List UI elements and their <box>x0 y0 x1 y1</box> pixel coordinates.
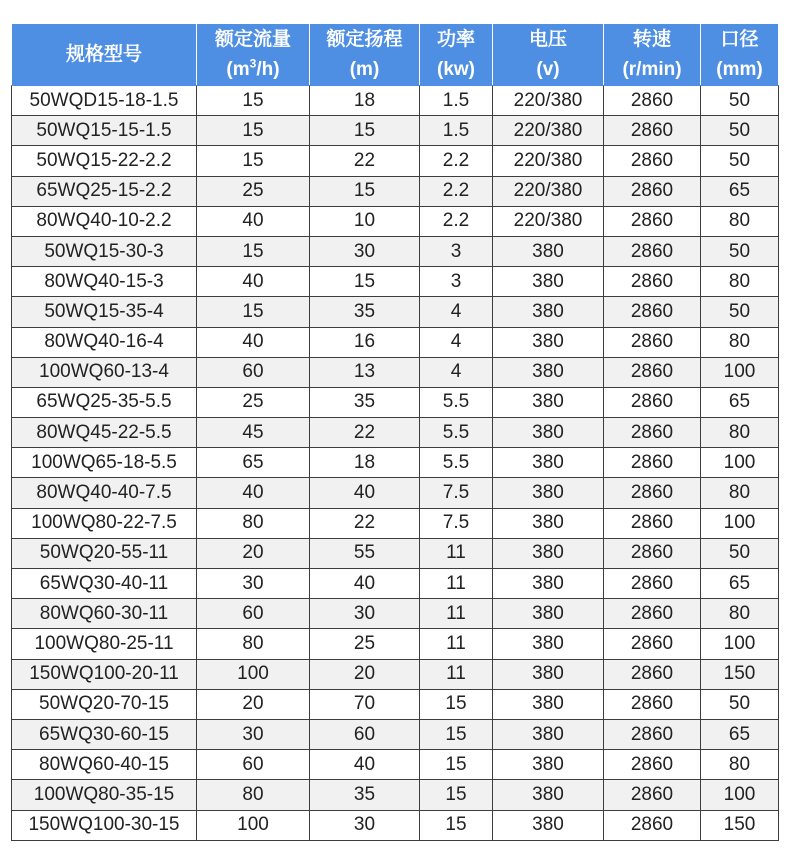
cell-power: 2.2 <box>420 146 493 176</box>
cell-voltage: 380 <box>493 327 604 357</box>
cell-head: 15 <box>310 116 420 146</box>
cell-flow: 15 <box>197 236 310 266</box>
cell-flow: 15 <box>197 297 310 327</box>
cell-model: 100WQ60-13-4 <box>12 357 197 387</box>
cell-voltage: 380 <box>493 418 604 448</box>
header-flow-label: 额定流量 <box>214 28 291 50</box>
cell-head: 30 <box>310 236 420 266</box>
cell-head: 22 <box>310 508 420 538</box>
cell-power: 15 <box>420 719 493 749</box>
cell-diameter: 80 <box>701 599 779 629</box>
cell-head: 10 <box>310 206 420 236</box>
cell-speed: 2860 <box>604 750 701 780</box>
header-head-unit: (m) <box>349 58 380 80</box>
table-row <box>12 418 779 448</box>
cell-head: 30 <box>310 810 420 840</box>
cell-diameter: 150 <box>701 810 779 840</box>
cell-speed: 2860 <box>604 146 701 176</box>
table-row <box>12 569 779 599</box>
cell-diameter: 50 <box>701 146 779 176</box>
cell-head: 22 <box>310 146 420 176</box>
cell-diameter: 65 <box>701 719 779 749</box>
header-head <box>310 24 420 86</box>
cell-diameter: 65 <box>701 387 779 417</box>
cell-head: 60 <box>310 719 420 749</box>
cell-diameter: 150 <box>701 659 779 689</box>
cell-speed: 2860 <box>604 659 701 689</box>
header-row <box>12 24 779 86</box>
cell-power: 11 <box>420 569 493 599</box>
table-row <box>12 689 779 719</box>
cell-diameter: 80 <box>701 206 779 236</box>
header-flow <box>197 24 310 86</box>
cell-voltage: 380 <box>493 750 604 780</box>
cell-head: 15 <box>310 267 420 297</box>
cell-flow: 80 <box>197 508 310 538</box>
cell-voltage: 380 <box>493 448 604 478</box>
cell-speed: 2860 <box>604 719 701 749</box>
cell-power: 5.5 <box>420 387 493 417</box>
header-diameter-label: 口径 <box>720 28 759 50</box>
table-row <box>12 116 779 146</box>
cell-speed: 2860 <box>604 418 701 448</box>
pump-spec-table <box>11 23 779 841</box>
table-row <box>12 810 779 840</box>
cell-flow: 60 <box>197 750 310 780</box>
cell-diameter: 80 <box>701 267 779 297</box>
cell-diameter: 50 <box>701 86 779 116</box>
cell-voltage: 220/380 <box>493 206 604 236</box>
cell-speed: 2860 <box>604 478 701 508</box>
cell-power: 2.2 <box>420 206 493 236</box>
cell-diameter: 100 <box>701 629 779 659</box>
cell-head: 35 <box>310 387 420 417</box>
cell-speed: 2860 <box>604 508 701 538</box>
header-power <box>420 24 493 86</box>
cell-model: 80WQ60-40-15 <box>12 750 197 780</box>
header-diameter-unit: (mm) <box>716 58 763 80</box>
cell-speed: 2860 <box>604 86 701 116</box>
cell-head: 13 <box>310 357 420 387</box>
cell-speed: 2860 <box>604 569 701 599</box>
cell-power: 15 <box>420 750 493 780</box>
cell-power: 15 <box>420 810 493 840</box>
cell-model: 80WQ40-16-4 <box>12 327 197 357</box>
table-row <box>12 176 779 206</box>
cell-head: 40 <box>310 569 420 599</box>
cell-model: 80WQ40-10-2.2 <box>12 206 197 236</box>
cell-voltage: 220/380 <box>493 86 604 116</box>
header-voltage <box>493 24 604 86</box>
cell-voltage: 380 <box>493 629 604 659</box>
cell-head: 25 <box>310 629 420 659</box>
cell-speed: 2860 <box>604 629 701 659</box>
cell-model: 100WQ80-35-15 <box>12 780 197 810</box>
cell-flow: 30 <box>197 569 310 599</box>
cell-diameter: 80 <box>701 327 779 357</box>
cell-speed: 2860 <box>604 538 701 568</box>
cell-voltage: 220/380 <box>493 116 604 146</box>
cell-power: 11 <box>420 538 493 568</box>
cell-head: 30 <box>310 599 420 629</box>
cell-flow: 20 <box>197 538 310 568</box>
cell-flow: 60 <box>197 357 310 387</box>
cell-head: 18 <box>310 448 420 478</box>
cell-model: 50WQD15-18-1.5 <box>12 86 197 116</box>
cell-model: 65WQ25-35-5.5 <box>12 387 197 417</box>
cell-model: 80WQ40-15-3 <box>12 267 197 297</box>
cell-model: 50WQ15-30-3 <box>12 236 197 266</box>
cell-diameter: 65 <box>701 176 779 206</box>
cell-voltage: 380 <box>493 357 604 387</box>
cell-model: 50WQ15-35-4 <box>12 297 197 327</box>
header-power-label: 功率 <box>436 28 475 50</box>
cell-flow: 30 <box>197 719 310 749</box>
cell-voltage: 220/380 <box>493 176 604 206</box>
cell-model: 50WQ15-22-2.2 <box>12 146 197 176</box>
header-speed-label: 转速 <box>632 28 671 50</box>
cell-power: 15 <box>420 689 493 719</box>
cell-power: 11 <box>420 659 493 689</box>
header-diameter <box>701 24 779 86</box>
header-model <box>12 24 197 86</box>
cell-power: 4 <box>420 327 493 357</box>
cell-model: 50WQ15-15-1.5 <box>12 116 197 146</box>
header-speed-unit: (r/min) <box>622 58 682 80</box>
cell-power: 11 <box>420 599 493 629</box>
cell-model: 150WQ100-30-15 <box>12 810 197 840</box>
table-row <box>12 327 779 357</box>
table-row <box>12 357 779 387</box>
cell-model: 100WQ80-22-7.5 <box>12 508 197 538</box>
cell-power: 3 <box>420 267 493 297</box>
header-voltage-label: 电压 <box>528 28 567 50</box>
cell-power: 1.5 <box>420 86 493 116</box>
cell-diameter: 100 <box>701 508 779 538</box>
cell-voltage: 380 <box>493 478 604 508</box>
table-row <box>12 508 779 538</box>
cell-diameter: 100 <box>701 357 779 387</box>
cell-head: 70 <box>310 689 420 719</box>
header-flow-unit: $(m^3/h)$ <box>226 56 280 80</box>
cell-flow: 65 <box>197 448 310 478</box>
cell-speed: 2860 <box>604 448 701 478</box>
cell-model: 65WQ30-40-11 <box>12 569 197 599</box>
cell-head: 20 <box>310 659 420 689</box>
table-row <box>12 206 779 236</box>
cell-flow: 20 <box>197 689 310 719</box>
cell-model: 50WQ20-55-11 <box>12 538 197 568</box>
cell-power: 4 <box>420 297 493 327</box>
cell-speed: 2860 <box>604 689 701 719</box>
cell-voltage: 380 <box>493 297 604 327</box>
table-row <box>12 719 779 749</box>
cell-flow: 80 <box>197 780 310 810</box>
cell-power: 7.5 <box>420 508 493 538</box>
cell-voltage: 380 <box>493 387 604 417</box>
cell-diameter: 50 <box>701 116 779 146</box>
cell-head: 40 <box>310 750 420 780</box>
cell-voltage: 380 <box>493 508 604 538</box>
cell-voltage: 220/380 <box>493 146 604 176</box>
cell-voltage: 380 <box>493 236 604 266</box>
cell-power: 3 <box>420 236 493 266</box>
header-head-label: 额定扬程 <box>326 28 403 50</box>
cell-voltage: 380 <box>493 810 604 840</box>
cell-model: 65WQ30-60-15 <box>12 719 197 749</box>
cell-model: 100WQ65-18-5.5 <box>12 448 197 478</box>
cell-flow: 25 <box>197 387 310 417</box>
cell-voltage: 380 <box>493 569 604 599</box>
cell-diameter: 50 <box>701 689 779 719</box>
cell-power: 5.5 <box>420 418 493 448</box>
cell-speed: 2860 <box>604 176 701 206</box>
cell-voltage: 380 <box>493 780 604 810</box>
cell-power: 2.2 <box>420 176 493 206</box>
cell-flow: 40 <box>197 206 310 236</box>
cell-diameter: 80 <box>701 418 779 448</box>
cell-flow: 100 <box>197 659 310 689</box>
table-row <box>12 86 779 116</box>
cell-flow: 40 <box>197 267 310 297</box>
cell-voltage: 380 <box>493 538 604 568</box>
cell-voltage: 380 <box>493 659 604 689</box>
cell-power: 11 <box>420 629 493 659</box>
cell-voltage: 380 <box>493 267 604 297</box>
cell-flow: 100 <box>197 810 310 840</box>
cell-diameter: 65 <box>701 569 779 599</box>
cell-model: 80WQ45-22-5.5 <box>12 418 197 448</box>
table-row <box>12 146 779 176</box>
cell-voltage: 380 <box>493 689 604 719</box>
header-voltage-unit: (v) <box>536 58 560 80</box>
cell-flow: 15 <box>197 86 310 116</box>
cell-speed: 2860 <box>604 236 701 266</box>
cell-power: 5.5 <box>420 448 493 478</box>
cell-speed: 2860 <box>604 599 701 629</box>
cell-model: 50WQ20-70-15 <box>12 689 197 719</box>
cell-power: 4 <box>420 357 493 387</box>
cell-speed: 2860 <box>604 267 701 297</box>
cell-power: 7.5 <box>420 478 493 508</box>
cell-flow: 15 <box>197 146 310 176</box>
cell-diameter: 50 <box>701 236 779 266</box>
cell-head: 55 <box>310 538 420 568</box>
table-row <box>12 629 779 659</box>
cell-head: 18 <box>310 86 420 116</box>
cell-model: 150WQ100-20-11 <box>12 659 197 689</box>
cell-model: 80WQ60-30-11 <box>12 599 197 629</box>
cell-power: 1.5 <box>420 116 493 146</box>
table-row <box>12 780 779 810</box>
table-row <box>12 478 779 508</box>
cell-diameter: 100 <box>701 448 779 478</box>
cell-flow: 60 <box>197 599 310 629</box>
cell-speed: 2860 <box>604 327 701 357</box>
cell-head: 16 <box>310 327 420 357</box>
cell-head: 22 <box>310 418 420 448</box>
cell-flow: 80 <box>197 629 310 659</box>
cell-speed: 2860 <box>604 206 701 236</box>
cell-diameter: 80 <box>701 750 779 780</box>
cell-power: 15 <box>420 780 493 810</box>
table-row <box>12 267 779 297</box>
table-row <box>12 599 779 629</box>
cell-head: 35 <box>310 297 420 327</box>
cell-flow: 40 <box>197 327 310 357</box>
cell-flow: 45 <box>197 418 310 448</box>
cell-head: 15 <box>310 176 420 206</box>
cell-diameter: 50 <box>701 297 779 327</box>
cell-diameter: 50 <box>701 538 779 568</box>
header-power-unit: (kw) <box>437 58 475 80</box>
table-row <box>12 448 779 478</box>
cell-model: 80WQ40-40-7.5 <box>12 478 197 508</box>
cell-flow: 25 <box>197 176 310 206</box>
table-row <box>12 538 779 568</box>
cell-voltage: 380 <box>493 599 604 629</box>
cell-head: 35 <box>310 780 420 810</box>
cell-model: 65WQ25-15-2.2 <box>12 176 197 206</box>
cell-speed: 2860 <box>604 116 701 146</box>
header-model-label: 规格型号 <box>65 43 142 65</box>
cell-flow: 40 <box>197 478 310 508</box>
cell-speed: 2860 <box>604 357 701 387</box>
header-speed <box>604 24 701 86</box>
cell-speed: 2860 <box>604 780 701 810</box>
cell-head: 40 <box>310 478 420 508</box>
cell-speed: 2860 <box>604 297 701 327</box>
table-row <box>12 750 779 780</box>
table-body <box>12 86 779 841</box>
cell-diameter: 100 <box>701 780 779 810</box>
cell-flow: 15 <box>197 116 310 146</box>
table-row <box>12 297 779 327</box>
cell-model: 100WQ80-25-11 <box>12 629 197 659</box>
cell-diameter: 80 <box>701 478 779 508</box>
cell-speed: 2860 <box>604 810 701 840</box>
table-row <box>12 659 779 689</box>
cell-speed: 2860 <box>604 387 701 417</box>
table-row <box>12 236 779 266</box>
cell-voltage: 380 <box>493 719 604 749</box>
table-row <box>12 387 779 417</box>
